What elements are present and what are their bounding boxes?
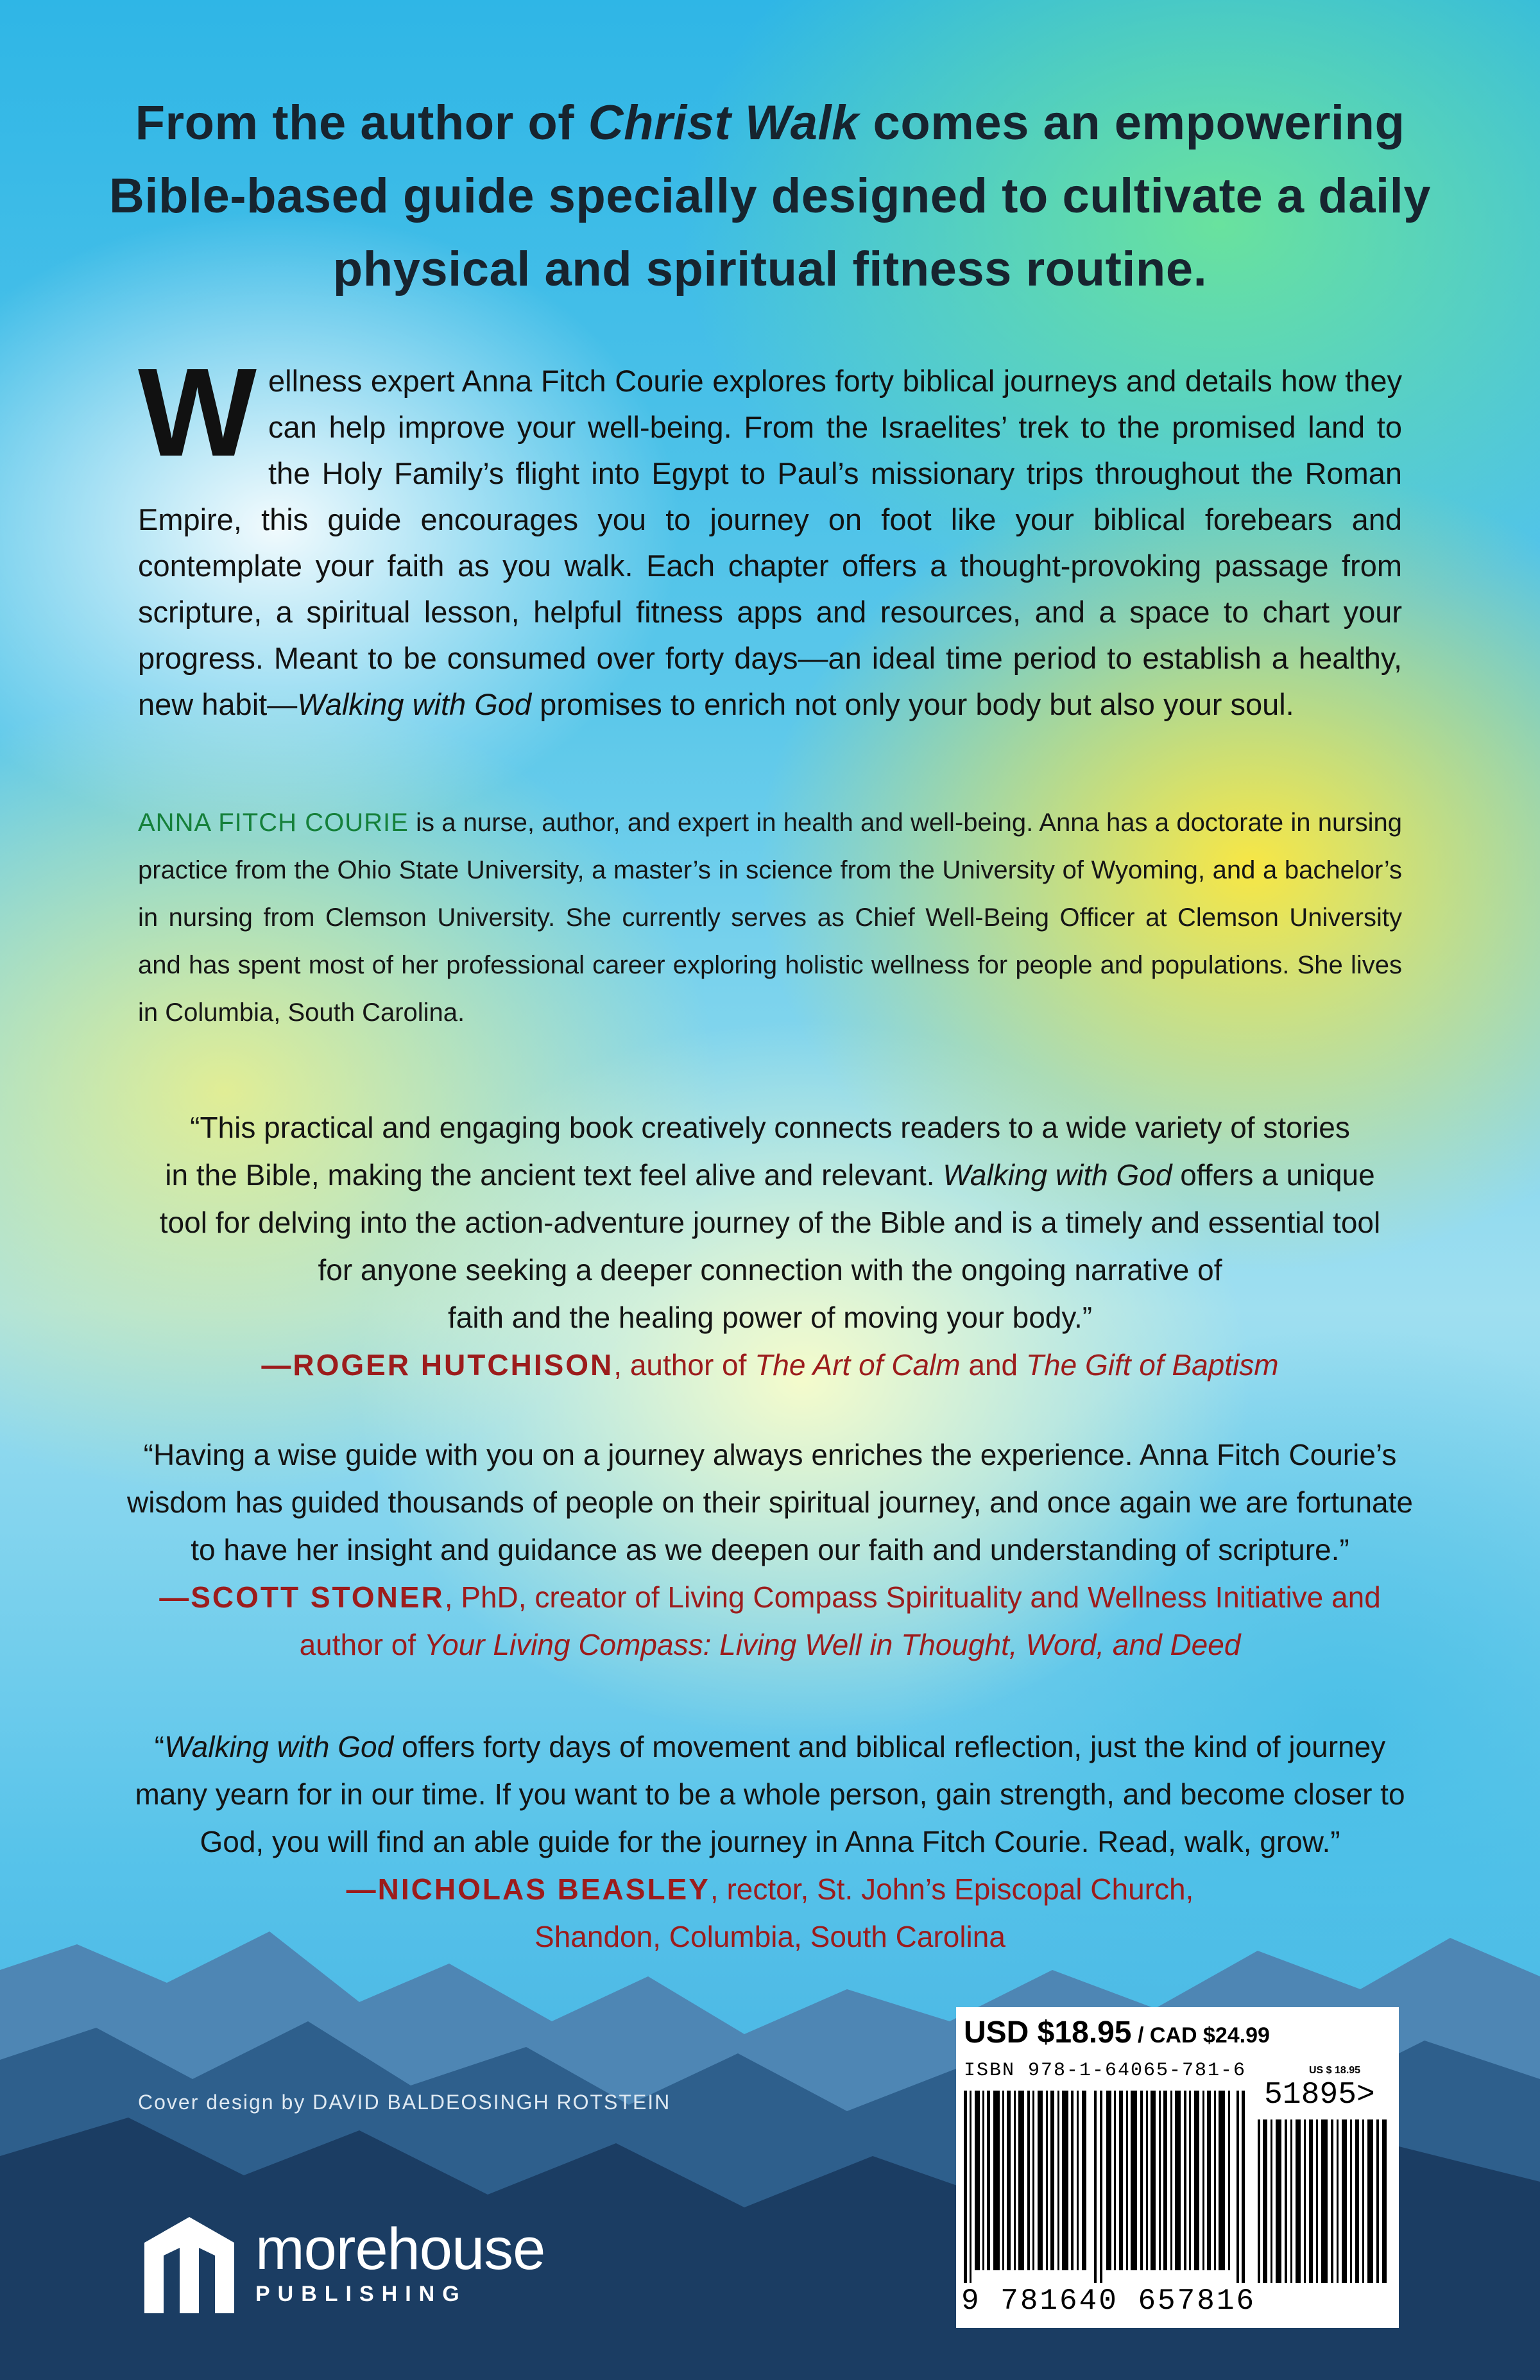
description-book-title: Walking with God xyxy=(297,687,532,721)
description-text-end: promises to enrich not only your body but also your soul. xyxy=(531,687,1294,721)
quote-text: offers forty days of movement and biblical reflection, just the kind of journey xyxy=(393,1730,1386,1763)
cad-price: / CAD $24.99 xyxy=(1131,2023,1270,2048)
quote-line: wisdom has guided thousands of people on their spiritual journey, and once again we are fortunate xyxy=(126,1485,1413,1519)
publisher-subtitle: PUBLISHING xyxy=(255,2282,467,2306)
addon-arrow: > xyxy=(1356,2078,1375,2112)
barcode-digits: 9 781640 657816 xyxy=(961,2284,1256,2318)
endorsement-quote xyxy=(116,1104,1425,1389)
quote-line: faith and the healing power of moving your body.” xyxy=(447,1301,1093,1334)
endorser-conjunction: and xyxy=(960,1348,1026,1382)
endorser-role: , rector, St. John’s Episcopal Church, xyxy=(710,1872,1194,1906)
addon-code xyxy=(1264,2078,1375,2112)
quote-line: “Having a wise guide with you on a journey always enriches the experience. Anna Fitch Courie’s xyxy=(143,1438,1397,1471)
headline-prefix: From the author of xyxy=(135,96,588,150)
quote-line xyxy=(116,1151,1425,1199)
headline-suffix: comes an empowering Bible-based guide specially designed to cultivate a daily physical and spiritual fitness routine. xyxy=(109,96,1431,296)
endorser-name: —NICHOLAS BEASLEY xyxy=(346,1872,710,1906)
author-name: ANNA FITCH COURIE xyxy=(138,809,409,837)
endorsement-quote xyxy=(116,1431,1425,1668)
quote-line: “This practical and engaging book creatively connects readers to a wide variety of stories xyxy=(190,1111,1350,1144)
quote-attribution-line xyxy=(116,1621,1425,1668)
quote-attribution-line: Shandon, Columbia, South Carolina xyxy=(535,1920,1005,1953)
quote-open-mark: “ xyxy=(154,1730,165,1763)
drop-cap: W xyxy=(138,342,257,483)
barcode-panel xyxy=(956,2007,1399,2328)
cover-design-credit: Cover design by DAVID BALDEOSINGH ROTSTEIN xyxy=(138,2091,671,2114)
author-bio xyxy=(138,799,1402,1036)
quote-attribution xyxy=(116,1573,1425,1621)
quote-book-title: Walking with God xyxy=(943,1158,1172,1192)
quote-line: tool for delving into the action-adventure journey of the Bible and is a timely and essential tool xyxy=(159,1206,1381,1239)
quote-text: in the Bible, making the ancient text feel alive and relevant. xyxy=(165,1158,943,1192)
quote-book-title: Walking with God xyxy=(164,1730,394,1763)
quote-line: God, you will find an able guide for the journey in Anna Fitch Courie. Read, walk, grow.” xyxy=(200,1825,1340,1858)
quote-line: to have her insight and guidance as we deepen our faith and understanding of scripture.” xyxy=(191,1533,1349,1566)
quote-attribution xyxy=(116,1865,1425,1913)
endorser-role: author of xyxy=(299,1628,424,1661)
isbn-barcode xyxy=(964,2091,1246,2283)
endorser-book-title: The Art of Calm xyxy=(755,1348,961,1382)
usd-price: USD $18.95 xyxy=(964,2016,1132,2050)
publisher-name: morehouse xyxy=(255,2216,545,2282)
cover-headline xyxy=(103,87,1437,306)
author-bio-text: is a nurse, author, and expert in health and well-being. Anna has a doctorate in nursing practice from the Ohio State University, a master’s in science from the University of Wyoming, and a bachelor’s in nursing from Clemson University. She currently serves as Chief Well-Being Officer at Clemson University and has spent most of her professional career exploring holistic wellness for people and populations. She lives in Columbia, South Carolina. xyxy=(138,809,1402,1027)
endorser-role: , PhD, creator of Living Compass Spirituality and Wellness Initiative and xyxy=(444,1580,1381,1614)
endorser-book-title: The Gift of Baptism xyxy=(1025,1348,1279,1382)
description-text: ellness expert Anna Fitch Courie explores forty biblical journeys and details how they can help improve your well-being. From the Israelites’ trek to the promised land to the Holy Family’s flight into Egypt to Paul’s missionary trips throughout the Roman Empire, this guide encourages you to journey on foot like your biblical forebears and contemplate your faith as you walk. Each chapter offers a thought-provoking passage from scripture, a spiritual lesson, helpful fitness apps and resources, and a space to chart your progress. Meant to be consumed over forty days—an ideal time period to establish a healthy, new habit— xyxy=(138,364,1402,721)
quote-line: many yearn for in our time. If you want to be a whole person, gain strength, and become closer to xyxy=(135,1777,1405,1811)
quote-line xyxy=(116,1723,1425,1770)
addon-price-label: US $ 18.95 xyxy=(1309,2065,1361,2076)
price-label xyxy=(964,2015,1270,2050)
quote-line: for anyone seeking a deeper connection with the ongoing narrative of xyxy=(318,1253,1222,1287)
endorser-name: —ROGER HUTCHISON xyxy=(261,1348,614,1382)
quote-text: offers a unique xyxy=(1172,1158,1375,1192)
addon-digits: 51895 xyxy=(1264,2078,1357,2112)
book-description xyxy=(138,342,1402,728)
headline-book-title: Christ Walk xyxy=(588,96,859,150)
endorser-role: , author of xyxy=(613,1348,755,1382)
endorser-book-title: Your Living Compass: Living Well in Thought, Word, and Deed xyxy=(424,1628,1241,1661)
addon-barcode xyxy=(1258,2119,1389,2283)
quote-attribution xyxy=(116,1341,1425,1389)
endorser-name: —SCOTT STONER xyxy=(159,1580,445,1614)
isbn-label: ISBN 978-1-64065-781-6 xyxy=(964,2060,1247,2082)
